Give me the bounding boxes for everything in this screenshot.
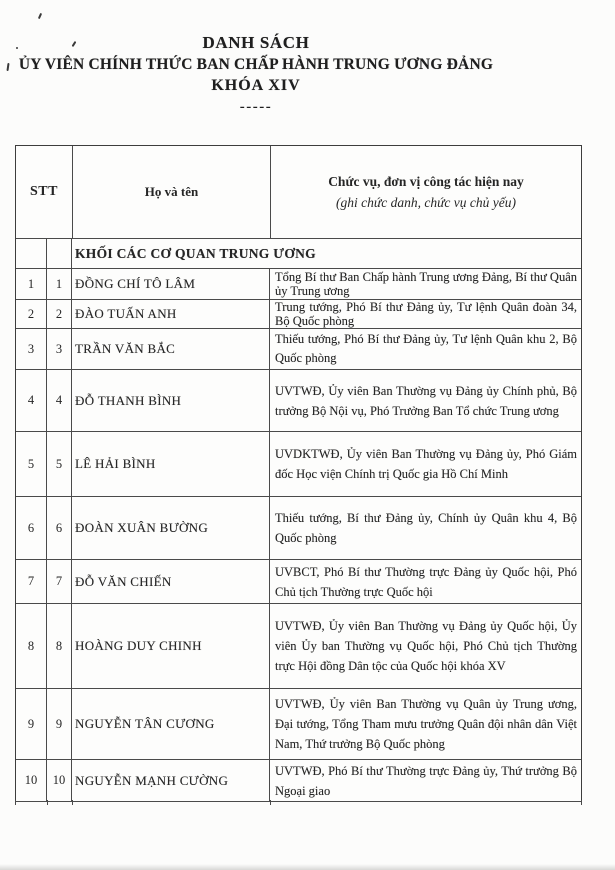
member-name: ĐỖ VĂN CHIẾN xyxy=(72,560,270,603)
member-name: ĐỒNG CHÍ TÔ LÂM xyxy=(72,269,270,299)
table-border-stub xyxy=(581,800,582,805)
row-number-secondary: 7 xyxy=(47,560,72,603)
member-name: TRẦN VĂN BẮC xyxy=(72,329,270,369)
row-number-primary: 3 xyxy=(16,329,47,369)
section-empty-cell xyxy=(47,239,72,268)
member-name: LÊ HẢI BÌNH xyxy=(72,432,270,496)
table-header-row xyxy=(16,146,581,238)
table-row xyxy=(16,299,581,328)
member-name: ĐOÀN XUÂN BƯỜNG xyxy=(72,497,270,559)
table-row xyxy=(16,688,581,759)
header-name: Họ và tên xyxy=(73,146,271,238)
row-number-secondary: 1 xyxy=(47,269,72,299)
row-number-primary: 1 xyxy=(16,269,47,299)
title-line-1: DANH SÁCH xyxy=(202,33,310,52)
row-number-primary: 5 xyxy=(16,432,47,496)
section-empty-cell xyxy=(16,239,47,268)
row-number-secondary: 5 xyxy=(47,432,72,496)
table-row xyxy=(16,268,581,299)
members-table xyxy=(15,145,582,802)
row-number-secondary: 9 xyxy=(47,689,72,759)
row-number-primary: 6 xyxy=(16,497,47,559)
row-number-primary: 10 xyxy=(16,760,47,801)
row-number-primary: 2 xyxy=(16,300,47,328)
member-position: UVTWĐ, Ủy viên Ban Thường vụ Quân ủy Trung ương, Đại tướng, Tổng Tham mưu trưởng Quân đội nhân dân Việt Nam, Thứ trưởng Bộ Quốc phòng xyxy=(275,697,577,751)
title-line-2: ỦY VIÊN CHÍNH THỨC BAN CHẤP HÀNH TRUNG ƯƠNG ĐẢNG xyxy=(18,56,494,73)
table-row xyxy=(16,431,581,496)
member-name: HOÀNG DUY CHINH xyxy=(72,604,270,688)
table-row xyxy=(16,328,581,369)
row-number-secondary: 2 xyxy=(47,300,72,328)
member-position: UVTWĐ, Ủy viên Ban Thường vụ Đảng ủy Chính phủ, Bộ trưởng Bộ Nội vụ, Phó Trưởng Ban Tổ chức Trung ương xyxy=(275,383,577,418)
header-position-main: Chức vụ, đơn vị công tác hiện nay xyxy=(328,174,524,189)
table-border-stub xyxy=(47,800,48,805)
row-number-secondary: 8 xyxy=(47,604,72,688)
row-number-secondary: 6 xyxy=(47,497,72,559)
member-position: Trung tướng, Phó Bí thư Đảng ủy, Tư lệnh Quân đoàn 34, Bộ Quốc phòng xyxy=(275,300,577,328)
member-position: UVTWĐ, Ủy viên Ban Thường vụ Đảng ủy Quốc hội, Ủy viên Ủy ban Thường vụ Quốc hội, Phó Chủ tịch Thường trực Hội đồng Dân tộc của Quốc hội khóa XV xyxy=(275,619,577,673)
row-number-primary: 9 xyxy=(16,689,47,759)
row-number-secondary: 10 xyxy=(47,760,72,801)
row-number-primary: 4 xyxy=(16,370,47,431)
row-number-primary: 8 xyxy=(16,604,47,688)
member-name: ĐỖ THANH BÌNH xyxy=(72,370,270,431)
row-number-secondary: 3 xyxy=(47,329,72,369)
row-number-secondary: 4 xyxy=(47,370,72,431)
title-line-3: KHÓA XIV xyxy=(211,77,301,94)
scan-edge-shadow xyxy=(0,864,615,870)
table-row xyxy=(16,759,581,801)
title-separator: ----- xyxy=(239,99,273,115)
section-title: KHỐI CÁC CƠ QUAN TRUNG ƯƠNG xyxy=(75,245,316,261)
table-row xyxy=(16,496,581,559)
row-number-primary: 7 xyxy=(16,560,47,603)
table-row xyxy=(16,603,581,688)
member-name: ĐÀO TUẤN ANH xyxy=(72,300,270,328)
section-header-row xyxy=(16,238,581,268)
table-border-stub xyxy=(15,800,16,805)
member-name: NGUYỄN MẠNH CƯỜNG xyxy=(72,760,270,801)
document-title xyxy=(0,32,512,117)
table-row xyxy=(16,369,581,431)
member-name: NGUYỄN TÂN CƯƠNG xyxy=(72,689,270,759)
table-row xyxy=(16,559,581,603)
member-position: Thiếu tướng, Phó Bí thư Đảng ủy, Tư lệnh Quân khu 2, Bộ Quốc phòng xyxy=(275,332,577,365)
table-border-stub xyxy=(72,800,73,805)
scan-artifact xyxy=(38,13,42,19)
member-position: UVTWĐ, Phó Bí thư Thường trực Đảng ủy, Thứ trưởng Bộ Ngoại giao xyxy=(275,763,577,798)
header-stt: STT xyxy=(16,146,73,238)
member-position: Thiếu tướng, Bí thư Đảng ủy, Chính ủy Quân khu 4, Bộ Quốc phòng xyxy=(275,511,577,545)
header-position-note: (ghi chức danh, chức vụ chủ yếu) xyxy=(335,195,517,210)
member-position: UVDKTWĐ, Ủy viên Ban Thường vụ Đảng ủy, Phó Giám đốc Học viện Chính trị Quốc gia Hồ Chí Minh xyxy=(275,447,577,481)
member-position: Tổng Bí thư Ban Chấp hành Trung ương Đảng, Bí thư Quân ủy Trung ương xyxy=(275,270,577,298)
table-border-stub xyxy=(270,800,271,805)
member-position: UVBCT, Phó Bí thư Thường trực Đảng ủy Quốc hội, Phó Chủ tịch Thường trực Quốc hội xyxy=(275,564,577,599)
header-position xyxy=(271,146,581,238)
